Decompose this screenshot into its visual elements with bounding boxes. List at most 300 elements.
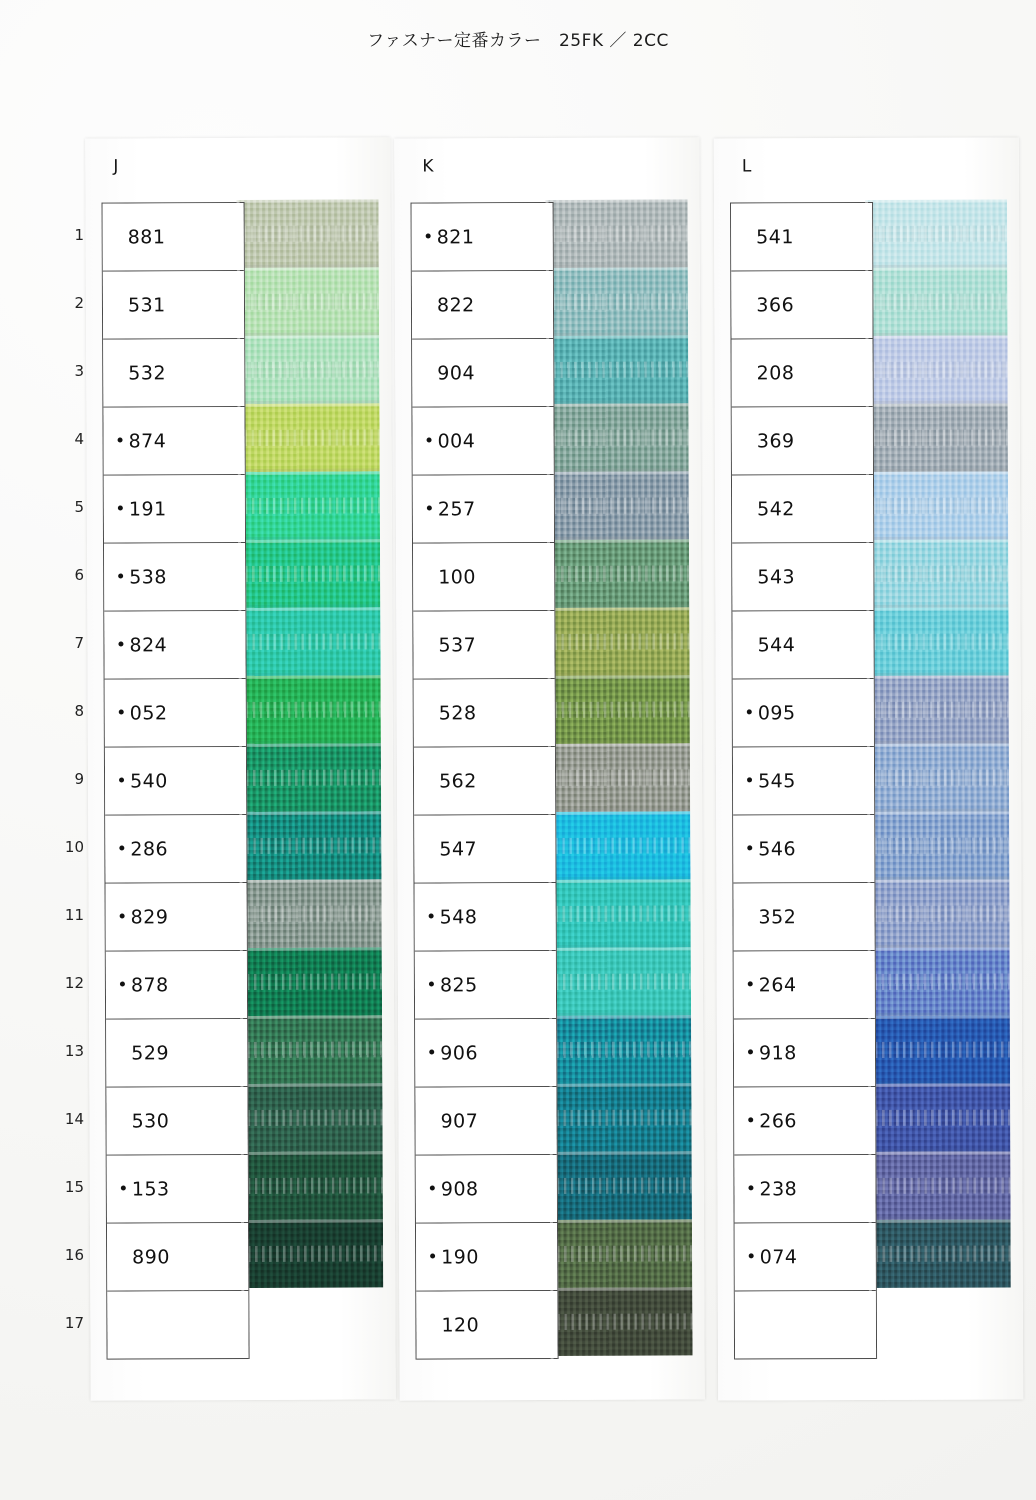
color-code-label: 529	[131, 1041, 170, 1064]
color-swatch	[866, 540, 1008, 608]
color-code-cell[interactable]	[415, 951, 556, 1020]
color-card-strip-l	[714, 137, 1023, 1400]
color-code-cell[interactable]	[734, 1087, 875, 1155]
swatch-edge-top	[240, 1083, 382, 1087]
color-swatch	[549, 1015, 691, 1084]
color-swatch	[547, 471, 689, 540]
color-code-label: 369	[756, 429, 795, 452]
zipper-coil	[241, 1177, 383, 1194]
color-code-cell[interactable]	[733, 747, 874, 815]
color-swatch	[866, 404, 1008, 472]
bullet-dot-icon	[118, 574, 123, 579]
zipper-coil	[237, 293, 379, 310]
color-swatch	[239, 675, 381, 744]
color-code-cell[interactable]	[732, 543, 873, 611]
color-code-label: 545	[758, 769, 796, 792]
color-code-label: 904	[437, 361, 476, 384]
zipper-coil	[548, 837, 690, 854]
swatch-edge-top	[867, 812, 1009, 815]
zipper-coil	[550, 1177, 692, 1194]
color-code-label: 542	[757, 497, 795, 520]
color-code-cell[interactable]	[731, 203, 872, 271]
color-swatch	[239, 743, 381, 812]
bullet-dot-icon	[119, 710, 124, 715]
color-code-cell[interactable]	[732, 407, 873, 475]
group-letter: K	[422, 156, 434, 177]
bullet-dot-icon	[748, 1049, 753, 1054]
color-code-label: 004	[437, 429, 476, 452]
zipper-coil	[867, 702, 1009, 718]
color-swatch	[240, 1083, 382, 1152]
row-number: 16	[64, 1246, 84, 1264]
color-swatch	[869, 1220, 1011, 1288]
color-code-label: 100	[438, 565, 476, 588]
color-code-cell[interactable]	[734, 1019, 875, 1087]
color-code-cell[interactable]	[105, 815, 246, 884]
swatch-edge-top	[549, 1015, 691, 1019]
color-swatch	[237, 335, 379, 404]
bullet-dot-icon	[427, 438, 432, 443]
swatch-edge-top	[867, 676, 1009, 679]
swatch-edge-top	[237, 403, 379, 407]
zipper-coil	[549, 1041, 691, 1058]
color-code-cell[interactable]	[104, 611, 245, 680]
color-swatch	[239, 879, 381, 948]
bullet-dot-icon	[121, 1186, 126, 1191]
zipper-coil	[240, 905, 382, 922]
zipper-coil	[548, 701, 690, 718]
color-swatch	[865, 336, 1007, 404]
color-code-label: 547	[439, 837, 478, 860]
bullet-dot-icon	[120, 914, 125, 919]
color-card-strip-k	[394, 137, 705, 1400]
color-code-label: 541	[756, 225, 794, 248]
color-code-cell[interactable]	[412, 339, 553, 408]
color-code-cell[interactable]	[103, 339, 244, 408]
zipper-coil	[241, 1245, 383, 1262]
swatch-edge-top	[550, 1219, 692, 1223]
row-number: 13	[64, 1042, 84, 1060]
color-swatch	[237, 403, 379, 472]
color-swatch	[240, 947, 382, 1016]
swatch-edge-bottom	[551, 1352, 693, 1356]
row-number: 2	[74, 294, 84, 312]
color-code-cell[interactable]	[735, 1291, 876, 1359]
row-number: 3	[74, 362, 84, 380]
color-code-label: 546	[758, 837, 797, 860]
color-code-cell[interactable]	[413, 475, 554, 544]
color-swatch	[866, 608, 1008, 676]
swatch-edge-top	[240, 1015, 382, 1019]
color-code-label: 544	[757, 633, 796, 656]
color-swatch	[238, 471, 380, 540]
swatch-edge-top	[241, 1219, 383, 1223]
swatch-edge-top	[868, 1152, 1010, 1155]
row-number: 11	[64, 906, 84, 924]
swatch-edge-top	[240, 947, 382, 951]
zipper-coil	[550, 1313, 692, 1330]
zipper-coil	[238, 565, 380, 582]
zipper-coil	[237, 361, 379, 378]
swatch-edge-top	[238, 607, 380, 611]
color-swatch	[547, 607, 689, 676]
color-swatch	[548, 811, 690, 880]
color-code-cell[interactable]	[734, 951, 875, 1019]
color-swatch	[238, 607, 380, 676]
bullet-dot-icon	[427, 506, 432, 511]
zipper-coil	[547, 429, 689, 446]
color-swatch	[868, 1084, 1010, 1152]
color-code-cell[interactable]	[412, 271, 553, 340]
swatch-edge-top	[548, 675, 690, 679]
color-code-cell[interactable]	[414, 883, 555, 952]
swatch-edge-top	[865, 200, 1007, 203]
color-card-strip-j	[85, 137, 396, 1400]
swatch-edge-top	[239, 811, 381, 815]
zipper-coil	[865, 226, 1007, 242]
color-code-cell[interactable]	[416, 1155, 557, 1224]
zipper-coil	[866, 362, 1008, 378]
swatch-edge-bottom	[869, 1285, 1011, 1288]
color-swatch	[239, 811, 381, 880]
color-code-label: 238	[759, 1177, 798, 1200]
color-swatch	[548, 879, 690, 948]
row-number: 7	[74, 634, 84, 652]
code-table	[730, 202, 877, 1359]
zipper-coil	[240, 1109, 382, 1126]
color-swatch	[865, 268, 1007, 336]
color-code-label: 366	[756, 293, 795, 316]
color-code-label: 538	[129, 565, 167, 588]
color-swatch	[866, 472, 1008, 540]
zipper-coil	[237, 225, 379, 242]
color-code-label: 530	[131, 1109, 170, 1132]
row-number: 6	[74, 566, 84, 584]
zipper-coil	[868, 1110, 1010, 1126]
zipper-coil	[546, 293, 688, 310]
color-code-cell[interactable]	[416, 1291, 557, 1360]
swatch-edge-bottom	[241, 1284, 383, 1288]
color-code-label: 822	[436, 293, 475, 316]
page-title: ファスナー定番カラー 25FK ／ 2CC	[367, 31, 669, 51]
zipper-coil	[549, 1109, 691, 1126]
swatch-edge-top	[239, 743, 381, 747]
color-code-label: 537	[438, 633, 477, 656]
color-code-label: 074	[759, 1245, 798, 1268]
zipper-coil	[867, 838, 1009, 854]
color-code-label: 208	[756, 361, 795, 384]
color-code-cell[interactable]	[731, 339, 872, 407]
color-code-label: 890	[132, 1245, 170, 1268]
zipper-coil	[549, 973, 691, 990]
color-code-cell[interactable]	[416, 1223, 557, 1292]
bullet-dot-icon	[747, 709, 752, 714]
zipper-coil	[549, 905, 691, 922]
bullet-dot-icon	[749, 1253, 754, 1258]
color-swatch	[238, 539, 380, 608]
swatch-column	[237, 199, 384, 1294]
color-swatch	[550, 1151, 692, 1220]
zipper-coil	[866, 430, 1008, 446]
color-code-cell[interactable]	[734, 1155, 875, 1223]
row-number: 9	[74, 770, 84, 788]
color-code-cell[interactable]	[103, 407, 244, 476]
bullet-dot-icon	[747, 777, 752, 782]
color-code-cell[interactable]	[107, 1155, 248, 1224]
swatch-edge-top	[867, 744, 1009, 747]
color-code-cell[interactable]	[106, 1019, 247, 1088]
bullet-dot-icon	[747, 845, 752, 850]
color-swatch	[547, 539, 689, 608]
color-code-label: 266	[759, 1109, 798, 1132]
swatch-edge-top	[867, 880, 1009, 883]
swatch-edge-top	[548, 743, 690, 747]
color-swatch	[868, 1152, 1010, 1220]
swatch-edge-top	[237, 267, 379, 271]
swatch-edge-top	[550, 1287, 692, 1291]
swatch-edge-top	[547, 607, 689, 611]
swatch-edge-top	[547, 471, 689, 475]
color-swatch	[237, 199, 379, 268]
color-code-cell[interactable]	[731, 271, 872, 339]
bullet-dot-icon	[748, 1117, 753, 1122]
color-swatch	[548, 675, 690, 744]
color-code-cell[interactable]	[733, 883, 874, 951]
zipper-coil	[868, 1042, 1010, 1058]
zipper-coil	[547, 497, 689, 514]
zipper-coil	[546, 225, 688, 242]
color-code-label: 095	[757, 701, 796, 724]
color-code-cell[interactable]	[107, 1223, 248, 1292]
row-number: 4	[74, 430, 84, 448]
color-code-label: 824	[129, 633, 168, 656]
group-letter: L	[741, 156, 752, 177]
color-code-label: 120	[441, 1313, 480, 1336]
bullet-dot-icon	[118, 642, 123, 647]
bullet-dot-icon	[426, 234, 431, 239]
color-code-label: 190	[441, 1245, 479, 1268]
color-code-label: 052	[129, 701, 168, 724]
group-letter: J	[113, 156, 119, 177]
color-swatch	[548, 743, 690, 812]
bullet-dot-icon	[430, 1254, 435, 1259]
row-number: 17	[64, 1314, 84, 1332]
zipper-coil	[239, 769, 381, 786]
zipper-coil	[868, 974, 1010, 990]
color-swatch	[550, 1219, 692, 1288]
color-code-cell[interactable]	[107, 1291, 248, 1360]
swatch-edge-top	[865, 268, 1007, 271]
color-code-label: 878	[130, 973, 169, 996]
swatch-edge-top	[869, 1220, 1011, 1223]
color-code-label: 825	[439, 973, 478, 996]
color-swatch	[237, 267, 379, 336]
color-code-cell[interactable]	[104, 475, 245, 544]
color-swatch	[546, 199, 688, 268]
swatch-edge-top	[866, 404, 1008, 407]
color-swatch	[549, 947, 691, 1016]
swatch-edge-top	[546, 199, 688, 203]
zipper-coil	[240, 973, 382, 990]
zipper-coil	[867, 906, 1009, 922]
bullet-dot-icon	[119, 778, 124, 783]
bullet-dot-icon	[430, 1186, 435, 1191]
swatch-edge-top	[546, 267, 688, 271]
color-swatch	[546, 403, 688, 472]
bullet-dot-icon	[429, 1050, 434, 1055]
color-code-cell[interactable]	[105, 679, 246, 748]
color-code-cell[interactable]	[413, 543, 554, 612]
color-code-cell[interactable]	[105, 883, 246, 952]
swatch-edge-top	[549, 1083, 691, 1087]
color-swatch	[868, 948, 1010, 1016]
color-code-label: 543	[757, 565, 796, 588]
zipper-coil	[866, 498, 1008, 514]
color-swatch	[868, 1016, 1010, 1084]
color-code-cell[interactable]	[414, 679, 555, 748]
swatch-edge-top	[868, 1016, 1010, 1019]
color-code-cell[interactable]	[733, 815, 874, 883]
color-code-cell[interactable]	[106, 951, 247, 1020]
zipper-coil	[869, 1246, 1011, 1262]
color-code-cell[interactable]	[415, 1019, 556, 1088]
bullet-dot-icon	[120, 982, 125, 987]
color-code-label: 918	[758, 1041, 797, 1064]
zipper-coil	[239, 837, 381, 854]
color-code-cell[interactable]	[104, 543, 245, 612]
swatch-edge-top	[866, 540, 1008, 543]
color-code-label: 286	[130, 837, 169, 860]
swatch-edge-top	[547, 539, 689, 543]
zipper-coil	[238, 429, 380, 446]
code-table	[102, 202, 250, 1360]
color-code-label: 532	[128, 361, 167, 384]
color-swatch	[546, 267, 688, 336]
color-code-cell[interactable]	[103, 271, 244, 340]
swatch-edge-top	[237, 199, 379, 203]
color-code-label: 531	[127, 293, 166, 316]
color-code-label: 562	[439, 769, 477, 792]
color-swatch	[867, 812, 1009, 880]
zipper-coil	[866, 566, 1008, 582]
swatch-edge-top	[238, 539, 380, 543]
bullet-dot-icon	[748, 1185, 753, 1190]
color-code-cell[interactable]	[732, 611, 873, 679]
zipper-coil	[238, 497, 380, 514]
color-code-cell[interactable]	[414, 815, 555, 884]
zipper-coil	[868, 1178, 1010, 1194]
row-number: 15	[64, 1178, 84, 1196]
swatch-edge-top	[866, 608, 1008, 611]
swatch-edge-top	[868, 1084, 1010, 1087]
zipper-coil	[865, 294, 1007, 310]
swatch-edge-top	[237, 335, 379, 339]
zipper-coil	[547, 565, 689, 582]
bullet-dot-icon	[429, 982, 434, 987]
zipper-coil	[238, 633, 380, 650]
color-code-cell[interactable]	[735, 1223, 876, 1291]
bullet-dot-icon	[119, 846, 124, 851]
color-code-cell[interactable]	[732, 475, 873, 543]
color-code-cell[interactable]	[414, 747, 555, 816]
swatch-edge-top	[868, 948, 1010, 951]
color-swatch	[867, 880, 1009, 948]
swatch-column	[865, 200, 1011, 1294]
color-swatch	[550, 1287, 692, 1356]
color-code-label: 874	[128, 429, 167, 452]
zipper-coil	[548, 769, 690, 786]
color-code-cell[interactable]	[413, 611, 554, 680]
swatch-edge-top	[548, 811, 690, 815]
bullet-dot-icon	[748, 981, 753, 986]
color-code-cell[interactable]	[415, 1087, 556, 1156]
color-code-label: 908	[440, 1177, 479, 1200]
swatch-edge-top	[866, 472, 1008, 475]
color-code-cell[interactable]	[106, 1087, 247, 1156]
color-code-cell[interactable]	[412, 407, 553, 476]
color-code-label: 153	[131, 1177, 170, 1200]
color-code-label: 881	[127, 225, 166, 248]
row-number: 8	[74, 702, 84, 720]
swatch-edge-top	[550, 1151, 692, 1155]
color-swatch	[546, 335, 688, 404]
swatch-edge-top	[865, 336, 1007, 339]
color-swatch	[867, 744, 1009, 812]
zipper-coil	[239, 701, 381, 718]
color-code-cell[interactable]	[412, 203, 553, 272]
color-swatch	[865, 200, 1007, 268]
color-code-label: 257	[437, 497, 476, 520]
bullet-dot-icon	[429, 914, 434, 919]
color-swatch	[240, 1015, 382, 1084]
row-number: 5	[74, 498, 84, 516]
color-code-label: 907	[440, 1109, 479, 1132]
color-code-cell[interactable]	[733, 679, 874, 747]
bullet-dot-icon	[118, 506, 123, 511]
swatch-edge-top	[546, 403, 688, 407]
color-swatch	[867, 676, 1009, 744]
color-swatch	[241, 1151, 383, 1220]
swatch-edge-top	[549, 947, 691, 951]
zipper-coil	[547, 633, 689, 650]
swatch-edge-top	[546, 335, 688, 339]
color-code-label: 548	[439, 905, 478, 928]
swatch-edge-top	[238, 471, 380, 475]
swatch-column	[546, 199, 693, 1362]
swatch-edge-top	[239, 879, 381, 883]
zipper-coil	[867, 634, 1009, 650]
swatch-edge-top	[241, 1151, 383, 1155]
color-code-label: 352	[758, 905, 797, 928]
color-code-label: 821	[436, 225, 475, 248]
color-code-label: 528	[438, 701, 477, 724]
row-number: 14	[64, 1110, 84, 1128]
zipper-coil	[240, 1041, 382, 1058]
row-number: 10	[64, 838, 84, 856]
color-code-label: 264	[758, 973, 797, 996]
color-code-cell[interactable]	[105, 747, 246, 816]
color-code-cell[interactable]	[103, 203, 244, 272]
color-code-label: 829	[130, 905, 169, 928]
color-code-label: 191	[128, 497, 167, 520]
swatch-edge-top	[548, 879, 690, 883]
zipper-coil	[867, 770, 1009, 786]
color-code-label: 540	[130, 769, 168, 792]
color-swatch	[241, 1219, 383, 1288]
zipper-coil	[546, 361, 688, 378]
row-number: 1	[74, 226, 84, 244]
zipper-coil	[550, 1245, 692, 1262]
